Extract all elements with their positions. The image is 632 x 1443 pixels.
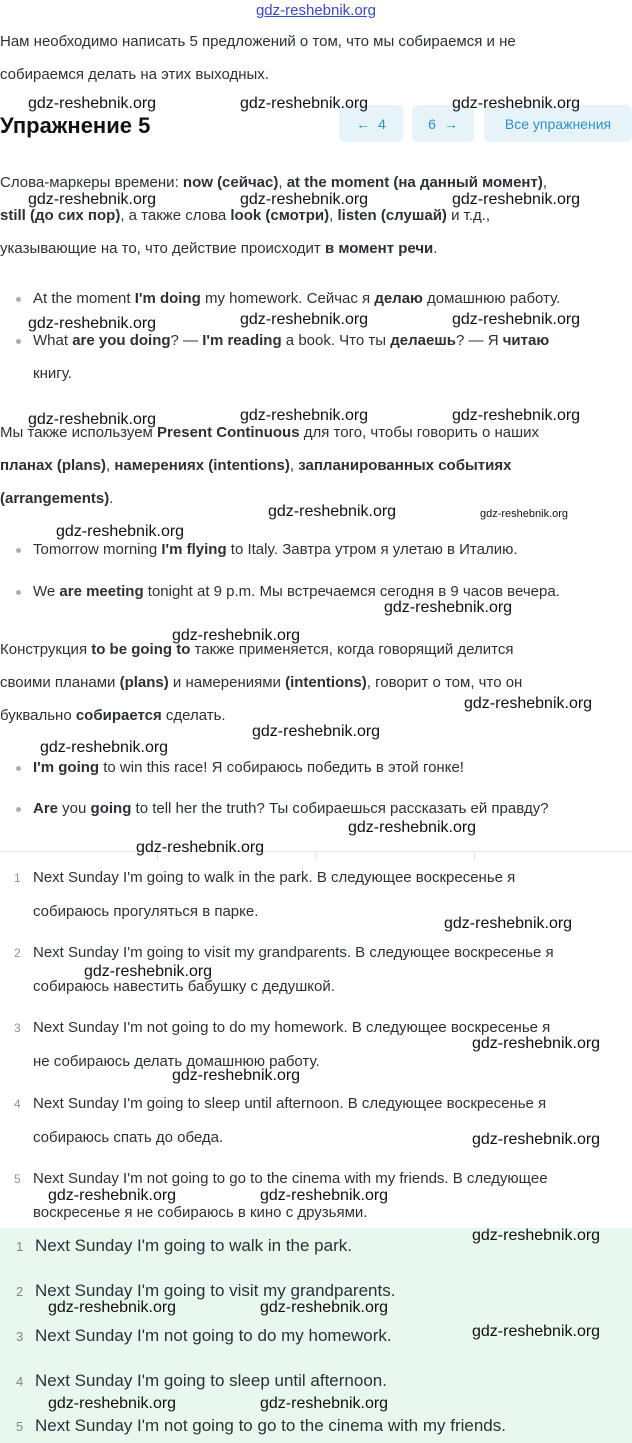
watermark: gdz-reshebnik.org bbox=[472, 1227, 601, 1244]
answer-item: 3 Next Sunday I'm not going to do my homework. В следующее воскресенье я не собираюсь делать домашнюю работу. bbox=[0, 1011, 632, 1079]
watermark: gdz-reshebnik.org bbox=[240, 191, 369, 208]
final-answer-number: 3 bbox=[16, 1329, 24, 1344]
watermark: gdz-reshebnik.org bbox=[348, 819, 477, 836]
final-answer-number: 2 bbox=[16, 1284, 24, 1299]
tab-divider bbox=[474, 851, 475, 860]
final-answer-number: 5 bbox=[16, 1419, 24, 1434]
watermark: gdz-reshebnik.org bbox=[260, 1187, 389, 1204]
watermark: gdz-reshebnik.org bbox=[260, 1299, 389, 1316]
watermark: gdz-reshebnik.org bbox=[384, 599, 513, 616]
example-item: We are meeting tonight at 9 p.m. Мы встречаемся сегодня в 9 часов вечера. bbox=[0, 575, 632, 608]
site-header-link[interactable]: gdz-reshebnik.org bbox=[255, 2, 377, 19]
markers-paragraph: Слова-маркеры времени: now (сейчас), at the moment (на данный момент), still (до сих пор), а также слова look (смотри), listen (слушай) и т.д., указывающие на то, что действие происходит в момент речи. bbox=[0, 174, 548, 257]
prev-exercise-label: 4 bbox=[378, 115, 386, 132]
watermark: gdz-reshebnik.org bbox=[452, 407, 581, 424]
watermark: gdz-reshebnik.org bbox=[452, 95, 581, 112]
final-answer-number: 4 bbox=[16, 1374, 24, 1389]
final-answer-item: 1 Next Sunday I'm going to walk in the park. bbox=[16, 1236, 352, 1255]
watermark: gdz-reshebnik.org bbox=[444, 915, 573, 932]
watermark: gdz-reshebnik.org bbox=[28, 95, 157, 112]
final-answer-number: 1 bbox=[16, 1239, 24, 1254]
watermark: gdz-reshebnik.org bbox=[28, 191, 157, 208]
all-exercises-label: Все упражнения bbox=[504, 115, 612, 132]
watermark: gdz-reshebnik.org bbox=[480, 508, 569, 520]
tab-divider bbox=[316, 851, 317, 860]
watermark: gdz-reshebnik.org bbox=[268, 503, 397, 520]
example-item: What are you doing? — I'm reading a book. Что ты делаешь? — Я читаю книгу. bbox=[0, 324, 632, 390]
plans-paragraph: Мы также используем Present Continuous для того, чтобы говорить о наших планах (plans), намерениях (intentions), запланированных событиях (arrangements). bbox=[0, 424, 540, 507]
watermark: gdz-reshebnik.org bbox=[240, 311, 369, 328]
answer-item: 1 Next Sunday I'm going to walk in the park. В следующее воскресенье я собираюсь прогуляться в парке. bbox=[0, 861, 632, 929]
exercise-heading: Упражнение 5 bbox=[0, 113, 151, 138]
final-answer-item: 5 Next Sunday I'm not going to go to the cinema with my friends. bbox=[16, 1416, 506, 1435]
answer-item: 2 Next Sunday I'm going to visit my grandparents. В следующее воскресенье я собираюсь навестить бабушку с дедушкой. bbox=[0, 936, 632, 1004]
example-item: Are you going to tell her the truth? Ты собираешься рассказать ей правду? bbox=[0, 792, 632, 825]
watermark: gdz-reshebnik.org bbox=[28, 411, 157, 428]
watermark: gdz-reshebnik.org bbox=[84, 963, 213, 980]
watermark: gdz-reshebnik.org bbox=[452, 311, 581, 328]
watermark: gdz-reshebnik.org bbox=[240, 407, 369, 424]
final-answer-item: 2 Next Sunday I'm going to visit my grandparents. bbox=[16, 1281, 396, 1300]
watermark: gdz-reshebnik.org bbox=[56, 523, 185, 540]
watermark: gdz-reshebnik.org bbox=[48, 1299, 177, 1316]
watermark: gdz-reshebnik.org bbox=[28, 315, 157, 332]
final-answer-item: 3 Next Sunday I'm not going to do my homework. bbox=[16, 1326, 392, 1345]
answer-item: 5 Next Sunday I'm not going to go to the cinema with my friends. В следующее воскресенье я не собираюсь в кино с друзьями. bbox=[0, 1162, 632, 1230]
example-item: Tomorrow morning I'm flying to Italy. Завтра утром я улетаю в Италию. bbox=[0, 533, 632, 566]
answer-number: 1 bbox=[14, 871, 21, 885]
watermark: gdz-reshebnik.org bbox=[472, 1131, 601, 1148]
going-to-paragraph: Конструкция to be going to также применяется, когда говорящий делится своими планами (plans) и намерениями (intentions), говорит о том, что он буквально собирается сделать. bbox=[0, 641, 523, 724]
watermark: gdz-reshebnik.org bbox=[172, 1067, 301, 1084]
watermark: gdz-reshebnik.org bbox=[240, 95, 369, 112]
watermark: gdz-reshebnik.org bbox=[472, 1323, 601, 1340]
answer-item: 4 Next Sunday I'm going to sleep until afternoon. В следующее воскресенье я собираюсь спать до обеда. bbox=[0, 1087, 632, 1155]
watermark: gdz-reshebnik.org bbox=[48, 1187, 177, 1204]
answer-number: 5 bbox=[14, 1172, 21, 1186]
watermark: gdz-reshebnik.org bbox=[48, 1395, 177, 1412]
final-answer-item: 4 Next Sunday I'm going to sleep until afternoon. bbox=[16, 1371, 387, 1390]
watermark: gdz-reshebnik.org bbox=[252, 723, 381, 740]
watermark: gdz-reshebnik.org bbox=[136, 839, 265, 856]
watermark: gdz-reshebnik.org bbox=[260, 1395, 389, 1412]
example-item: I'm going to win this race! Я собираюсь победить в этой гонке! bbox=[0, 751, 632, 784]
watermark: gdz-reshebnik.org bbox=[172, 627, 301, 644]
answer-number: 4 bbox=[14, 1097, 21, 1111]
arrow-left-icon: ← bbox=[356, 115, 371, 132]
watermark: gdz-reshebnik.org bbox=[452, 191, 581, 208]
answer-number: 2 bbox=[14, 946, 21, 960]
intro-line-1: Нам необходимо написать 5 предложений о том, что мы собираемся и не bbox=[0, 33, 516, 50]
arrow-right-icon: → bbox=[443, 115, 458, 132]
example-item: At the moment I'm doing my homework. Сейчас я делаю домашнюю работу. bbox=[0, 282, 632, 315]
answer-number: 3 bbox=[14, 1021, 21, 1035]
watermark: gdz-reshebnik.org bbox=[40, 739, 169, 756]
watermark: gdz-reshebnik.org bbox=[464, 695, 593, 712]
intro-text bbox=[0, 25, 632, 91]
next-exercise-label: 6 bbox=[428, 115, 436, 132]
intro-line-2: собираемся делать на этих выходных. bbox=[0, 66, 269, 83]
watermark: gdz-reshebnik.org bbox=[472, 1035, 601, 1052]
